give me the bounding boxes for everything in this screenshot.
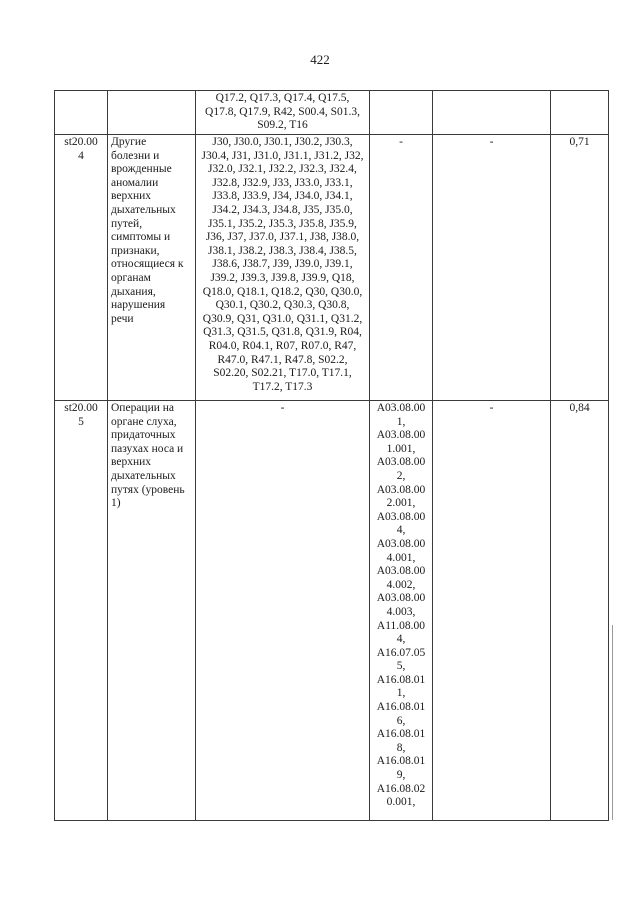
- diagnoses-cell: [196, 91, 370, 135]
- cell-line: S02.20, S02.21, T17.0, T17.1,: [213, 367, 352, 380]
- cell-line: J39.2, J39.3, J39.8, J39.9, Q18,: [210, 271, 355, 284]
- cell-text: -: [489, 136, 494, 148]
- cell-line: 5: [78, 415, 84, 428]
- operations-cell: [370, 91, 433, 135]
- name-cell: [108, 401, 196, 821]
- cell-line: 1,: [396, 687, 406, 700]
- cell-line: органам: [111, 271, 151, 284]
- table-row: [55, 91, 609, 135]
- name-cell: [108, 91, 196, 135]
- cell-line: дыхания,: [111, 285, 156, 298]
- tariff-table: [54, 90, 609, 821]
- cell-line: 6,: [396, 714, 406, 727]
- cell-line: путей,: [111, 217, 143, 230]
- cell-line: аномалии: [111, 176, 159, 189]
- cell-line: речи: [111, 312, 134, 325]
- cell-line: верхних: [111, 456, 152, 469]
- cell-line: -: [280, 402, 285, 414]
- cell-line: A03.08.00: [376, 537, 426, 550]
- cell-line: J34.2, J34.3, J34.8, J35, J35.0,: [212, 203, 353, 216]
- cell-text: 0,84: [569, 402, 590, 414]
- cell-line: 4.001,: [386, 551, 416, 564]
- cell-line: T17.2, T17.3: [252, 380, 313, 393]
- cell-line: J33.8, J33.9, J34, J34.0, J34.1,: [212, 190, 353, 203]
- cell-line: 2.001,: [386, 497, 416, 510]
- cell-line: A11.08.00: [376, 619, 426, 632]
- operations-cell: [370, 135, 433, 401]
- operations-cell: [370, 401, 433, 821]
- cell-line: Q17.8, Q17.9, R42, S00.4, S01.3,: [205, 105, 360, 118]
- cell-line: 1): [111, 497, 121, 510]
- table-row: [55, 401, 609, 821]
- cell-line: путях (уровень: [111, 483, 185, 496]
- cell-line: A03.08.00: [376, 592, 426, 605]
- cell-line: относящиеся к: [111, 258, 184, 271]
- cell-line: 9,: [396, 769, 406, 782]
- cell-line: 4.003,: [386, 605, 416, 618]
- cell-line: 8,: [396, 741, 406, 754]
- page-number: 422: [310, 52, 330, 67]
- coefficient-cell: [551, 135, 609, 401]
- cell-line: A03.08.00: [376, 456, 426, 469]
- cell-line: 2,: [396, 469, 406, 482]
- cell-line: симптомы и: [111, 231, 171, 244]
- cell-line: J38.6, J38.7, J39, J39.0, J39.1,: [212, 258, 353, 271]
- cell-line: A16.08.01: [376, 701, 426, 714]
- cell-line: R47.0, R47.1, R47.8, S02.2,: [217, 353, 348, 366]
- cell-line: 4.002,: [386, 578, 416, 591]
- cell-line: st20.00: [64, 136, 98, 148]
- secondary-criterion-cell: [433, 91, 551, 135]
- cell-text: 0,71: [569, 136, 590, 148]
- cell-line: Q30.9, Q31, Q31.0, Q31.1, Q31.2,: [202, 312, 363, 325]
- cell-line: A03.08.00: [376, 429, 426, 442]
- code-cell: [55, 401, 108, 821]
- scan-artifact-line: [612, 625, 613, 820]
- cell-line: J30, J30.0, J30.1, J30.2, J30.3,: [212, 136, 353, 148]
- cell-line: A16.07.05: [376, 646, 426, 659]
- cell-line: J32.8, J32.9, J33, J33.0, J33.1,: [212, 176, 353, 189]
- cell-line: A03.08.00: [376, 483, 426, 496]
- cell-line: Другие: [111, 136, 147, 148]
- cell-line: 1,: [396, 415, 406, 428]
- cell-line: пазухах носа и: [111, 442, 184, 455]
- cell-line: 1.001,: [386, 442, 416, 455]
- cell-line: A16.08.01: [376, 755, 426, 768]
- cell-line: A03.08.00: [376, 565, 426, 578]
- cell-line: нарушения: [111, 299, 166, 312]
- cell-line: верхних: [111, 190, 152, 203]
- cell-line: врожденные: [111, 163, 172, 176]
- cell-line: A16.08.01: [376, 673, 426, 686]
- cell-line: 4,: [396, 633, 406, 646]
- cell-line: J36, J37, J37.0, J37.1, J38, J38.0,: [205, 231, 360, 244]
- cell-line: придаточных: [111, 429, 176, 442]
- cell-line: Q18.0, Q18.1, Q18.2, Q30, Q30.0,: [202, 285, 363, 298]
- cell-line: 4,: [396, 524, 406, 537]
- cell-line: дыхательных: [111, 203, 176, 216]
- cell-line: -: [399, 136, 403, 148]
- secondary-criterion-cell: [433, 401, 551, 821]
- cell-line: Q31.3, Q31.5, Q31.8, Q31.9, R04,: [203, 326, 362, 339]
- cell-line: органе слуха,: [111, 415, 177, 428]
- cell-line: A03.08.00: [376, 510, 426, 523]
- cell-line: Операции на: [111, 402, 175, 414]
- coefficient-cell: [551, 401, 609, 821]
- cell-line: 4: [78, 149, 84, 162]
- cell-text: -: [489, 402, 494, 414]
- cell-line: J30.4, J31, J31.0, J31.1, J31.2, J32,: [201, 149, 364, 162]
- cell-line: st20.00: [64, 402, 98, 414]
- cell-line: Q30.1, Q30.2, Q30.3, Q30.8,: [215, 299, 350, 312]
- cell-line: 0.001,: [386, 796, 416, 809]
- cell-line: J32.0, J32.1, J32.2, J32.3, J32.4,: [208, 163, 357, 176]
- cell-line: Q17.2, Q17.3, Q17.4, Q17.5,: [215, 92, 350, 104]
- cell-line: A03.08.00: [376, 402, 426, 414]
- name-cell: [108, 135, 196, 401]
- coefficient-cell: [551, 91, 609, 135]
- diagnoses-cell: [196, 135, 370, 401]
- cell-line: 5,: [396, 660, 406, 673]
- code-cell: [55, 91, 108, 135]
- cell-line: J38.1, J38.2, J38.3, J38.4, J38.5,: [208, 244, 357, 257]
- cell-line: R04.0, R04.1, R07, R07.0, R47,: [208, 339, 357, 352]
- cell-line: S09.2, T16: [257, 119, 308, 132]
- cell-line: дыхательных: [111, 469, 176, 482]
- cell-line: A16.08.01: [376, 728, 426, 741]
- cell-line: болезни и: [111, 149, 160, 162]
- table-row: [55, 135, 609, 401]
- secondary-criterion-cell: [433, 135, 551, 401]
- code-cell: [55, 135, 108, 401]
- cell-line: A16.08.02: [376, 782, 426, 795]
- cell-line: признаки,: [111, 244, 160, 257]
- cell-line: J35.1, J35.2, J35.3, J35.8, J35.9,: [208, 217, 357, 230]
- diagnoses-cell: [196, 401, 370, 821]
